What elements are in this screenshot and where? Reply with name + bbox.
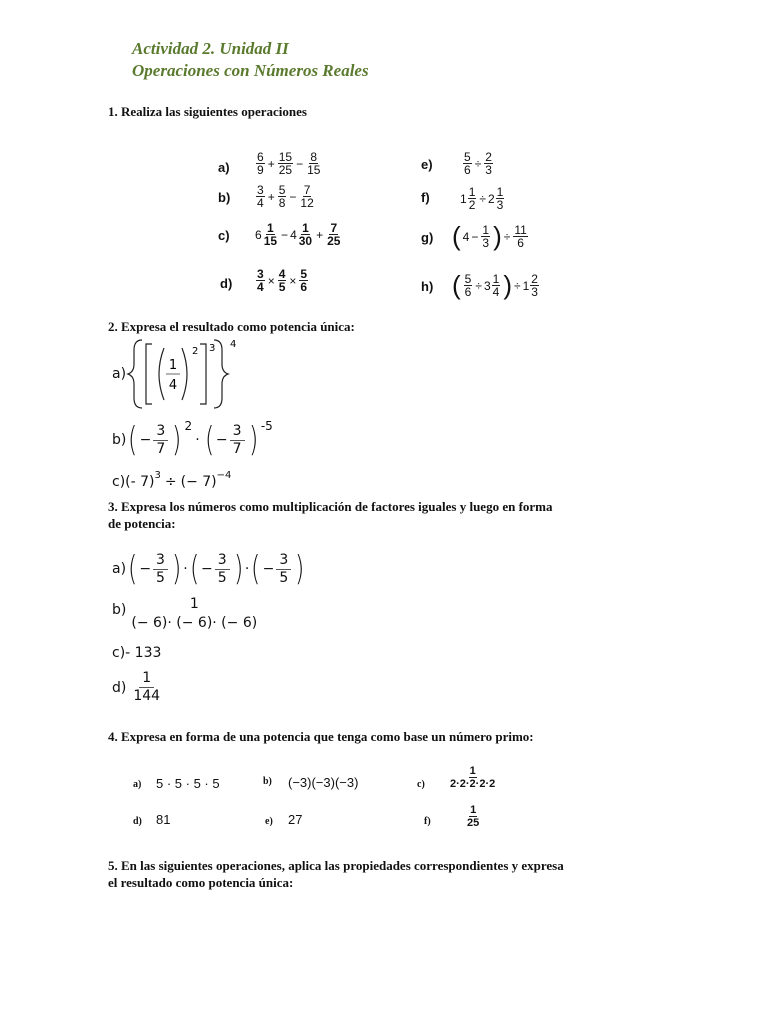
q1-c-whole1: 6	[255, 227, 262, 242]
q3-a-left-paren-2: (	[189, 549, 199, 589]
q1-a-f3-den: 15	[307, 163, 321, 177]
q1-c-f2-num: 1	[302, 221, 309, 235]
q1-h-label: h)	[421, 279, 434, 294]
q1-h-f3-num: 2	[531, 272, 538, 286]
q1-f-f1-num: 1	[468, 185, 476, 199]
q1-a-f1-num: 6	[257, 150, 264, 164]
q2-b-exp-2: -5	[260, 419, 273, 433]
q1-g-f2-num: 11	[514, 223, 527, 237]
q3-a-dot-1: ·	[183, 561, 188, 577]
q3-d-expression	[112, 670, 163, 705]
q1-b-f2-num: 5	[278, 183, 286, 197]
q1-b-expression	[255, 184, 316, 209]
q1-f-op1: ÷	[479, 191, 486, 206]
q3-b-label: b)	[112, 602, 127, 618]
question-2-title: 2. Expresa el resultado como potencia única:	[108, 319, 355, 334]
q1-g-expression	[452, 221, 529, 252]
q1-b-f1-den: 4	[257, 196, 264, 210]
q3-a-sign-1: −	[139, 561, 152, 577]
q1-c-expression	[255, 222, 342, 247]
q1-d-op2: ×	[289, 273, 297, 288]
q2-c-expression	[112, 470, 231, 494]
q1-e-f2-num: 2	[485, 150, 492, 164]
q2-a-den: 4	[168, 378, 178, 393]
q1-e-f2-den: 3	[485, 163, 492, 177]
q1-d-f2-num: 4	[278, 267, 286, 281]
q2-b-sign-2: −	[215, 432, 228, 448]
q2-c-base-2: (− 7)	[180, 474, 217, 490]
q4-d-value: 81	[156, 812, 171, 827]
q2-c-base-1: (- 7)	[125, 474, 155, 490]
q2-c-exp-2: −4	[216, 469, 232, 481]
q2-a-label: a)	[112, 366, 127, 382]
q1-b-f3-num: 7	[303, 183, 311, 197]
question-3-title-line-2: de potencia:	[108, 516, 176, 531]
q3-a-num-2: 3	[215, 552, 230, 570]
q1-h-whole1: 3	[483, 278, 491, 293]
q1-h-f1-num: 5	[464, 272, 472, 286]
q4-f-num: 1	[470, 804, 477, 816]
q1-g-op2: ÷	[503, 229, 511, 244]
q4-b-label: b)	[263, 776, 272, 787]
q1-c-f3-num: 7	[330, 221, 338, 235]
q1-a-expression	[255, 151, 322, 176]
q2-a-exp1: 2	[192, 346, 199, 357]
q3-c-value: - 133	[125, 645, 162, 661]
q4-b-value: (−3)(−3)(−3)	[288, 775, 359, 790]
title-line-1: Actividad 2. Unidad II	[132, 39, 289, 58]
q1-b-op1: +	[267, 189, 275, 204]
q3-a-dot-2: ·	[244, 561, 250, 577]
q1-g-f2-den: 6	[517, 236, 524, 250]
q3-c-label: c)	[112, 645, 126, 661]
q1-e-op1: ÷	[474, 156, 482, 171]
q2-a-exp2: 3	[209, 343, 216, 354]
q1-c-op2: +	[316, 227, 324, 242]
q3-a-num-3: 3	[276, 552, 291, 570]
q2-b-left-paren-1: (	[128, 420, 138, 460]
q3-a-num-1: 3	[153, 552, 168, 570]
q3-b-den: (− 6)· (− 6)· (− 6)	[131, 615, 258, 631]
q1-b-f3-den: 12	[300, 196, 314, 210]
q3-a-left-paren-1: (	[128, 549, 138, 589]
q2-b-den-1: 7	[156, 440, 166, 457]
q2-a-exp3: 4	[230, 339, 237, 350]
q4-f-label: f)	[424, 816, 431, 827]
q2-b-den-2: 7	[232, 440, 242, 457]
q1-b-f1-num: 3	[257, 183, 264, 197]
q1-c-op1: −	[281, 227, 289, 242]
q1-c-f1-den: 15	[263, 234, 278, 248]
q1-h-expression	[452, 270, 540, 301]
q4-c-den: 2·2·2·2·2	[450, 778, 496, 790]
q3-a-sign-2: −	[200, 561, 213, 577]
q1-d-op1: ×	[267, 273, 275, 288]
q4-f-den: 25	[467, 817, 480, 829]
q1-b-op2: −	[289, 189, 297, 204]
q2-a-left-bracket	[146, 344, 152, 404]
q4-c-expression	[448, 765, 497, 790]
q1-e-label: e)	[421, 157, 433, 172]
q2-b-expression	[112, 418, 273, 462]
q1-d-f1-num: 3	[257, 267, 264, 281]
q2-b-left-paren-2: (	[204, 420, 214, 460]
q1-g-label: g)	[421, 230, 434, 245]
q1-c-f3-den: 25	[327, 234, 341, 248]
q1-a-op2: −	[296, 156, 304, 171]
q1-b-f2-den: 8	[278, 196, 286, 210]
q1-g-f1-den: 3	[482, 236, 490, 250]
q1-f-expression	[460, 186, 505, 211]
q1-f-f1-den: 2	[468, 198, 476, 212]
q2-b-right-paren-2: )	[248, 420, 258, 460]
q1-a-f2-den: 25	[278, 163, 293, 177]
q2-b-sign-1: −	[139, 432, 152, 448]
question-4-title: 4. Expresa en forma de una potencia que tenga como base un número primo:	[108, 729, 534, 744]
q1-d-f3-num: 5	[300, 267, 308, 281]
q3-d-label: d)	[112, 679, 127, 696]
title-line-2: Operaciones con Números Reales	[132, 61, 369, 80]
q1-d-f2-den: 5	[278, 280, 286, 294]
q2-b-num-2: 3	[230, 423, 245, 441]
q2-b-right-paren-1: )	[172, 420, 182, 460]
q4-f-expression	[465, 804, 481, 829]
q3-b-num: 1	[189, 596, 199, 612]
q1-e-expression	[462, 151, 494, 176]
q1-g-right-paren: )	[493, 221, 502, 251]
q2-c-label: c)	[112, 474, 126, 490]
question-5-title-line-2: el resultado como potencia única:	[108, 875, 294, 890]
q1-h-left-paren: (	[452, 270, 461, 300]
q1-c-label: c)	[218, 228, 230, 243]
q1-h-op2: ÷	[514, 278, 521, 293]
q1-f-whole1: 1	[460, 191, 467, 206]
q2-b-label: b)	[112, 432, 127, 448]
question-1-title: 1. Realiza las siguientes operaciones	[108, 104, 307, 119]
q1-b-label: b)	[218, 190, 231, 205]
q4-a-value: 5 · 5 · 5 · 5	[156, 776, 220, 791]
q1-h-whole2: 1	[522, 278, 530, 293]
q1-a-f1-den: 9	[257, 163, 264, 177]
q1-g-f1-num: 1	[482, 223, 490, 237]
q1-d-label: d)	[220, 276, 233, 291]
q1-e-f1-den: 6	[464, 163, 471, 177]
q2-b-exp-1: 2	[184, 419, 193, 433]
q1-h-f2-den: 4	[492, 285, 500, 299]
q3-d-num: 1	[139, 670, 154, 688]
q1-g-whole: 4	[462, 229, 470, 244]
q3-c-expression	[112, 645, 161, 661]
q1-g-op1: −	[471, 229, 479, 244]
q1-h-right-paren: )	[503, 270, 512, 300]
q3-a-den-2: 5	[217, 569, 227, 586]
q3-d-den: 144	[133, 688, 161, 704]
q3-b-expression	[112, 596, 260, 632]
q2-a-right-paren	[182, 348, 187, 400]
q4-a-label: a)	[133, 779, 142, 790]
q3-a-expression	[112, 546, 307, 592]
q2-a-right-brace	[214, 340, 228, 408]
q3-a-right-paren-3: )	[295, 549, 305, 589]
q2-a-num: 1	[168, 358, 178, 373]
q1-h-f3-den: 3	[531, 285, 538, 299]
q1-d-f1-den: 4	[257, 280, 264, 294]
q4-e-label: e)	[265, 816, 273, 827]
q2-b-num-1: 3	[153, 423, 168, 441]
q1-f-f2-num: 1	[496, 185, 504, 199]
q1-c-f1-num: 1	[267, 221, 274, 235]
q3-a-right-paren-2: )	[233, 549, 243, 589]
q1-f-label: f)	[421, 190, 430, 205]
q1-e-f1-num: 5	[464, 150, 471, 164]
question-3-title-line-1: 3. Expresa los números como multiplicación de factores iguales y luego en forma	[108, 499, 553, 514]
q3-a-right-paren-1: )	[171, 549, 182, 589]
q1-g-left-paren: (	[452, 221, 461, 251]
q1-a-f2-num: 15	[278, 150, 293, 164]
q1-h-f2-num: 1	[492, 272, 500, 286]
q3-a-den-3: 5	[279, 569, 289, 586]
q2-a-expression	[126, 334, 246, 414]
q1-d-f3-den: 6	[300, 280, 308, 294]
q3-a-left-paren-3: (	[251, 549, 261, 589]
q4-d-label: d)	[133, 816, 142, 827]
q3-a-den-1: 5	[156, 569, 165, 586]
q1-c-f2-den: 30	[298, 234, 313, 248]
q1-f-whole2: 2	[487, 191, 495, 206]
q4-c-label: c)	[417, 779, 425, 790]
q1-h-f1-den: 6	[464, 285, 472, 299]
q1-d-expression	[255, 268, 309, 293]
q2-a-left-brace	[128, 340, 142, 408]
q2-c-op: ÷	[164, 474, 177, 490]
q2-b-dot: ·	[195, 432, 200, 448]
q1-a-label: a)	[218, 160, 230, 175]
q2-c-exp-1: 3	[154, 469, 161, 481]
q3-a-sign-3: −	[262, 561, 275, 577]
q3-a-label: a)	[112, 561, 127, 577]
q4-c-num: 1	[469, 765, 476, 777]
q1-a-op1: +	[267, 156, 275, 171]
q1-h-op1: ÷	[475, 278, 482, 293]
question-5-title-line-1: 5. En las siguientes operaciones, aplica las propiedades correspondientes y expresa	[108, 858, 564, 873]
q1-c-whole2: 4	[290, 227, 297, 242]
q2-a-left-paren	[159, 348, 164, 400]
q4-e-value: 27	[288, 812, 303, 827]
q1-f-f2-den: 3	[496, 198, 504, 212]
q2-a-right-bracket	[200, 344, 206, 404]
q1-a-f3-num: 8	[310, 150, 318, 164]
